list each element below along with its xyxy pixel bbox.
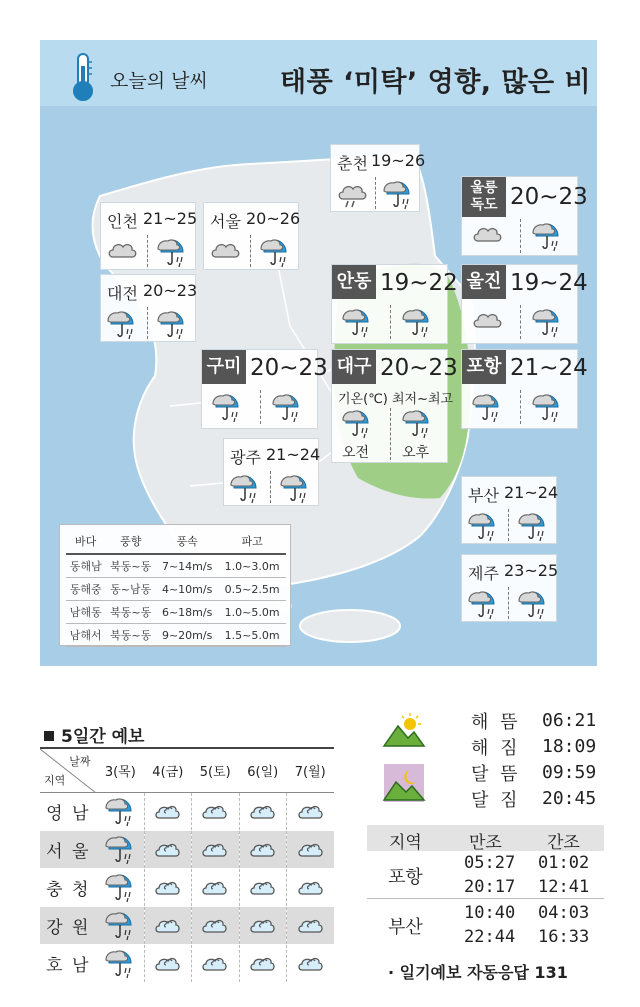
rain-umbrella-icon: [516, 509, 550, 543]
sea-header-cell: 파고: [218, 530, 286, 554]
divider: [520, 305, 521, 339]
auto-reply-info: · 일기예보 자동응답 131: [388, 963, 568, 982]
sea-cell: 0.5~2.5m: [218, 578, 286, 601]
tide-high-time: 10:40: [464, 903, 516, 923]
forecast-region: 영 남: [40, 792, 97, 830]
forecast-cell: [192, 792, 239, 830]
rain-umbrella-icon: [103, 908, 137, 942]
forecast-cell: [239, 792, 286, 830]
city-temp: 21~24: [510, 355, 588, 381]
forecast-row: [40, 792, 334, 830]
rain-umbrella-icon: [228, 471, 262, 505]
rain-umbrella-icon: [155, 307, 189, 341]
cloud-icon: [105, 235, 139, 269]
tide-divider: [367, 898, 604, 899]
forecast-cell: [97, 868, 144, 906]
forecast-title: [44, 722, 144, 747]
cloud-icon: [470, 219, 504, 253]
forecast-cell: [144, 944, 191, 982]
moonset-label: 달 짐: [471, 790, 521, 811]
sun-mountain-icon: [382, 710, 426, 750]
headline: 태풍 ‘미탁’ 영향, 많은 비: [280, 67, 592, 98]
rain-umbrella-icon: [516, 587, 550, 621]
city-tag: 포항: [462, 350, 506, 384]
city-box-jeju: [461, 554, 557, 622]
sea-header-cell: 바다: [66, 530, 105, 554]
cloud-sun-icon: [247, 834, 279, 864]
tide-high-time: 22:44: [464, 927, 516, 947]
rain-umbrella-icon: [530, 305, 564, 339]
city-temp: 21~24: [504, 483, 559, 502]
forecast-cell: [287, 792, 335, 830]
forecast-row: [40, 944, 334, 982]
divider: [520, 390, 521, 424]
city-name: 부산: [468, 486, 499, 505]
city-box-ulleung-dokdo: [461, 176, 588, 256]
city-box-chuncheon: [330, 144, 426, 212]
sea-cell: 9~20m/s: [156, 624, 218, 647]
forecast-region: 호 남: [40, 944, 97, 982]
forecast-cell: [239, 830, 286, 868]
tide-header-low: 간조: [547, 833, 580, 853]
forecast-day-header: 5(토): [192, 748, 239, 792]
forecast-cell: [144, 792, 191, 830]
city-temp: 21~24: [266, 445, 321, 464]
city-tag: 구미: [202, 350, 246, 384]
sea-row: [66, 578, 286, 601]
city-tag: 대구: [332, 350, 376, 384]
divider: [260, 390, 261, 424]
five-day-forecast-table: [40, 747, 334, 983]
header-bar: [40, 40, 597, 106]
sea-cell: 동~남동: [105, 578, 156, 601]
legend-temp-caption: 기온(℃) 최저~최고: [338, 392, 454, 407]
forecast-cell: [97, 830, 144, 868]
sea-cell: 남해서: [66, 624, 105, 647]
tide-low-time: 16:33: [538, 927, 590, 947]
forecast-cell: [287, 830, 335, 868]
city-box-incheon: [100, 202, 196, 270]
city-name: 인천: [107, 212, 138, 231]
tide-low-time: 12:41: [538, 877, 590, 897]
forecast-cell: [239, 944, 286, 982]
city-temp: 19~22: [380, 270, 458, 296]
rain-umbrella-icon: [103, 832, 137, 866]
corner-day-label: 날짜: [69, 755, 91, 768]
tide-low-time: 01:02: [538, 853, 590, 873]
sea-header-cell: 풍향: [105, 530, 156, 554]
cloud-sun-icon: [152, 872, 184, 902]
divider: [390, 305, 391, 339]
sea-row: [66, 554, 286, 578]
cloud-sun-icon: [199, 796, 231, 826]
cloud-sun-icon: [295, 910, 327, 940]
city-box-gwangju: [223, 438, 319, 506]
sea-cell: 7~14m/s: [156, 554, 218, 578]
forecast-cell: [287, 868, 335, 906]
forecast-title-text: 5일간 예보: [61, 727, 145, 747]
sunset-label: 해 짐: [471, 738, 521, 759]
corner-region-label: 지역: [44, 773, 66, 787]
forecast-cell: [192, 906, 239, 944]
city-temp: 19~26: [371, 151, 426, 170]
sea-cell: 북동~동: [105, 601, 156, 624]
moonset-time: 20:45: [542, 788, 597, 809]
rain-umbrella-icon: [400, 305, 434, 339]
cloud-icon: [208, 235, 242, 269]
city-box-daejeon: [100, 274, 196, 342]
legend-pm: 오후: [402, 445, 430, 461]
sea-cell: 1.5~5.0m: [218, 624, 286, 647]
city-box-daegu: [331, 349, 458, 463]
cloud-sun-icon: [152, 796, 184, 826]
sea-cell: 1.0~3.0m: [218, 554, 286, 578]
forecast-day-header: 6(일): [239, 748, 286, 792]
rain-umbrella-icon: [466, 509, 500, 543]
rain-umbrella-icon: [340, 305, 374, 339]
cloud-sun-icon: [199, 910, 231, 940]
city-tag-line: 울릉: [470, 180, 498, 196]
cloud-sun-icon: [152, 948, 184, 978]
city-tag: [462, 177, 506, 217]
forecast-day-header: 3(목): [97, 748, 144, 792]
sunrise-label: 해 뜸: [471, 712, 521, 733]
cloud-sun-icon: [247, 910, 279, 940]
city-temp: 20~23: [143, 281, 198, 300]
sea-table-header: [66, 530, 286, 554]
rain-umbrella-icon: [103, 870, 137, 904]
forecast-cell: [97, 792, 144, 830]
cloud-sun-icon: [247, 948, 279, 978]
city-temp: 20~26: [246, 209, 301, 228]
rain-umbrella-icon: [278, 471, 312, 505]
rain-umbrella-icon: [258, 235, 292, 269]
sea-cell: 동해남: [66, 554, 105, 578]
city-box-andong: [331, 264, 458, 344]
forecast-cell: [239, 906, 286, 944]
forecast-cell: [192, 868, 239, 906]
sea-cell: 6~18m/s: [156, 601, 218, 624]
sea-cell: 1.0~5.0m: [218, 601, 286, 624]
city-tag: 울진: [462, 265, 506, 299]
city-temp: 20~23: [380, 355, 458, 381]
moonrise-time: 09:59: [542, 762, 597, 783]
forecast-cell: [97, 906, 144, 944]
tide-low-time: 04:03: [538, 903, 590, 923]
moonrise-label: 달 뜸: [471, 764, 521, 785]
divider: [375, 177, 376, 209]
rain-umbrella-icon: [530, 219, 564, 253]
forecast-cell: [287, 906, 335, 944]
sea-cell: 동해중: [66, 578, 105, 601]
rain-umbrella-icon: [381, 177, 415, 211]
cloud-sun-icon: [247, 872, 279, 902]
moon-mountain-icon: [382, 762, 426, 804]
sea-row: [66, 601, 286, 624]
city-temp: 23~25: [504, 561, 559, 580]
rain-umbrella-icon: [103, 946, 137, 980]
today-weather-label: 오늘의 날씨: [110, 70, 208, 92]
rain-umbrella-icon: [530, 390, 564, 424]
rain-umbrella-icon: [270, 390, 304, 424]
rain-umbrella-icon: [210, 390, 244, 424]
divider: [390, 408, 391, 460]
city-box-busan: [461, 476, 557, 544]
forecast-region: 충 청: [40, 868, 97, 906]
forecast-row: [40, 906, 334, 944]
divider: [508, 509, 509, 541]
divider: [270, 471, 271, 503]
weather-map-panel: [40, 40, 597, 666]
rain-umbrella-icon: [466, 587, 500, 621]
cloud-sun-icon: [199, 872, 231, 902]
city-name: 서울: [210, 212, 241, 231]
forecast-cell: [239, 868, 286, 906]
sea-header-cell: 풍속: [156, 530, 218, 554]
cloud-sun-icon: [199, 948, 231, 978]
sea-row: [66, 624, 286, 647]
cloud-rain-icon: [335, 177, 369, 211]
forecast-cell: [144, 868, 191, 906]
forecast-row: [40, 830, 334, 868]
city-box-uljin: [461, 264, 588, 344]
city-tag-line: 독도: [470, 197, 498, 213]
thermometer-icon: [68, 52, 98, 102]
cloud-sun-icon: [295, 948, 327, 978]
forecast-day-header: 4(금): [144, 748, 191, 792]
cloud-sun-icon: [295, 796, 327, 826]
forecast-cell: [192, 944, 239, 982]
city-name: 대전: [107, 284, 138, 303]
sea-cell: 북동~동: [105, 554, 156, 578]
forecast-cell: [144, 830, 191, 868]
tide-high-time: 20:17: [464, 877, 516, 897]
forecast-cell: [192, 830, 239, 868]
rain-umbrella-icon: [400, 406, 434, 440]
city-name: 제주: [468, 564, 499, 583]
divider: [508, 587, 509, 619]
forecast-cell: [97, 944, 144, 982]
cloud-sun-icon: [247, 796, 279, 826]
rain-umbrella-icon: [155, 235, 189, 269]
sunrise-time: 06:21: [542, 710, 597, 731]
sea-cell: 4~10m/s: [156, 578, 218, 601]
divider: [147, 307, 148, 339]
divider: [520, 219, 521, 253]
city-name: 광주: [230, 448, 261, 467]
sea-cell: 남해동: [66, 601, 105, 624]
forecast-region: 서 울: [40, 830, 97, 868]
forecast-cell: [144, 906, 191, 944]
city-box-seoul: [203, 202, 299, 270]
bullet-square-icon: [44, 731, 54, 741]
city-temp: 21~25: [143, 209, 198, 228]
rain-umbrella-icon: [103, 794, 137, 828]
cloud-sun-icon: [152, 834, 184, 864]
cloud-sun-icon: [199, 834, 231, 864]
tide-region-pohang: 포항: [388, 867, 423, 888]
sea-conditions-table: [66, 530, 286, 647]
cloud-sun-icon: [152, 910, 184, 940]
city-tag: 안동: [332, 265, 376, 299]
tide-high-time: 05:27: [464, 853, 516, 873]
city-box-pohang: [461, 349, 588, 429]
tide-region-busan: 부산: [388, 917, 423, 938]
city-temp: 20~23: [250, 355, 328, 381]
sunset-time: 18:09: [542, 736, 597, 757]
forecast-corner-cell: [40, 748, 97, 792]
cloud-icon: [470, 305, 504, 339]
tide-header-high: 만조: [469, 833, 502, 853]
forecast-row: [40, 868, 334, 906]
forecast-cell: [287, 944, 335, 982]
city-name: 춘천: [337, 154, 368, 173]
legend-am: 오전: [342, 445, 370, 461]
sea-conditions-box: [59, 524, 291, 646]
cloud-sun-icon: [295, 872, 327, 902]
cloud-sun-icon: [295, 834, 327, 864]
city-temp: 20~23: [510, 184, 588, 210]
city-box-gumi: [201, 349, 328, 429]
sea-cell: 북동~동: [105, 624, 156, 647]
forecast-region: 강 원: [40, 906, 97, 944]
tide-header-region: 지역: [389, 833, 422, 853]
rain-umbrella-icon: [470, 390, 504, 424]
rain-umbrella-icon: [105, 307, 139, 341]
divider: [250, 235, 251, 267]
city-temp: 19~24: [510, 270, 588, 296]
forecast-day-header: 7(월): [287, 748, 335, 792]
tide-header-row: [367, 825, 604, 851]
divider: [147, 235, 148, 267]
forecast-header-row: [40, 748, 334, 792]
rain-umbrella-icon: [340, 406, 374, 440]
